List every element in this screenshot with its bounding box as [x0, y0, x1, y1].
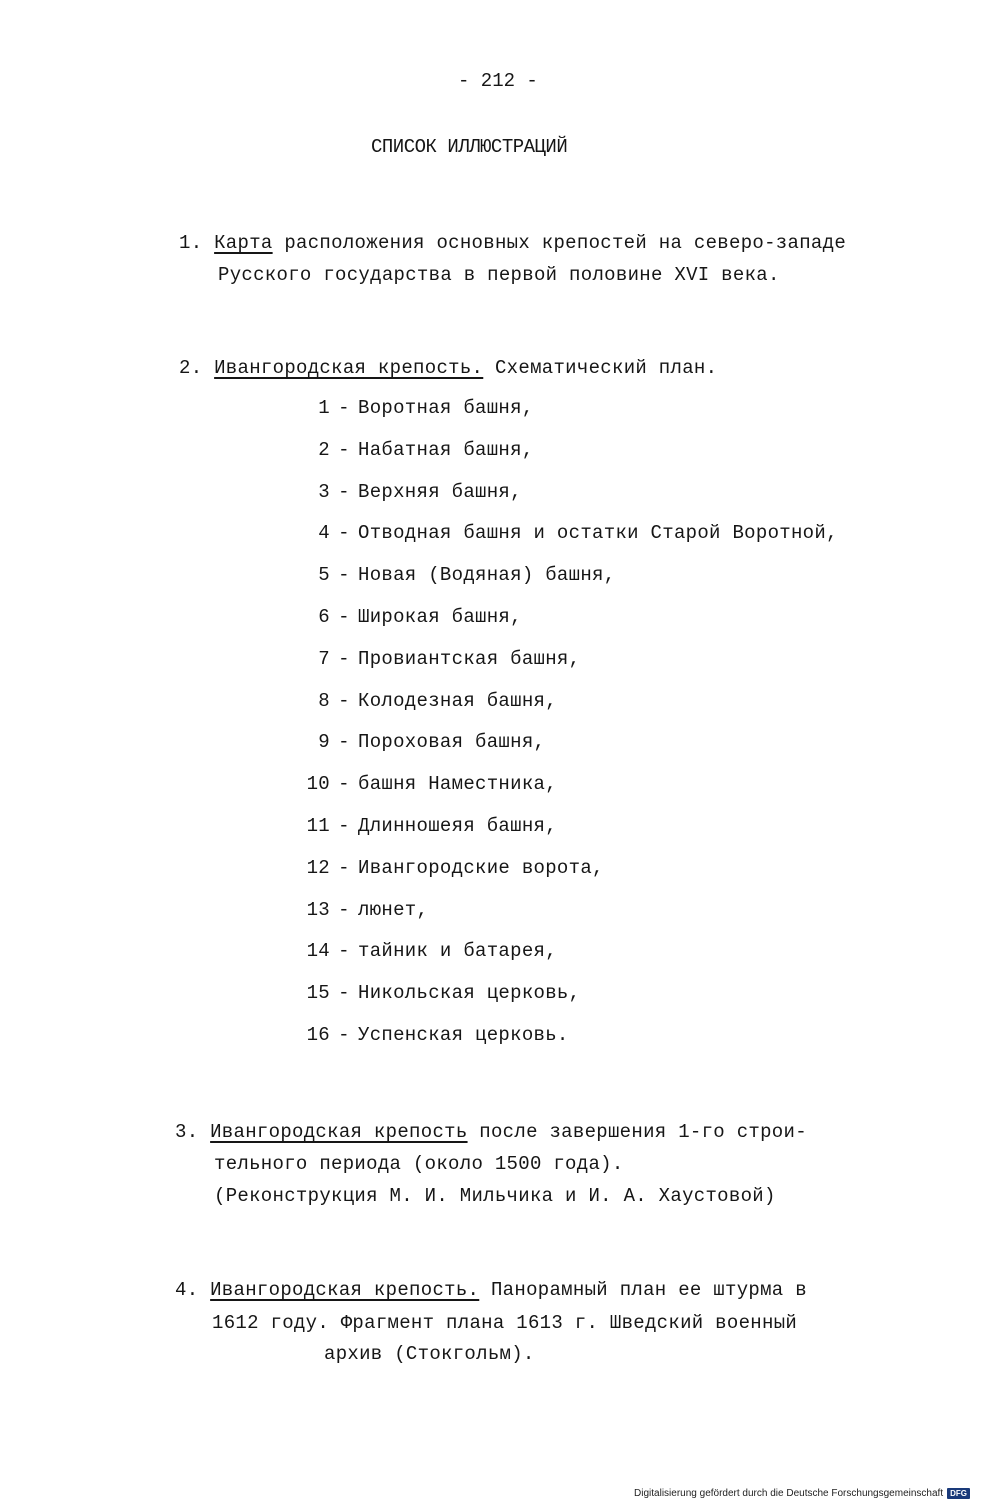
- legend-item-text: люнет,: [358, 898, 429, 921]
- legend-item: [290, 439, 534, 461]
- legend-item: [290, 899, 428, 921]
- legend-item: [290, 940, 557, 962]
- list-item-number: 4.: [175, 1279, 199, 1301]
- page-title: СПИСОК ИЛЛЮСТРАЦИЙ: [371, 136, 568, 158]
- legend-item: [290, 564, 615, 586]
- legend-item: [290, 606, 522, 628]
- legend-item-text: Новая (Водяная) башня,: [358, 564, 616, 587]
- legend-item-dash: -: [338, 480, 350, 503]
- list-item-number: 1.: [179, 232, 203, 254]
- legend-item: [290, 857, 604, 879]
- legend-item-number: 7: [318, 647, 330, 670]
- legend-item-text: Широкая башня,: [358, 606, 522, 628]
- list-item-title: Карта: [214, 232, 273, 254]
- list-item-2-line-1: [179, 357, 717, 379]
- legend-item: [290, 397, 534, 419]
- legend-item-text: Верхняя башня,: [358, 480, 522, 503]
- legend-item-dash: -: [338, 856, 350, 879]
- legend-item-number: 3: [318, 480, 330, 503]
- list-item-title: Ивангородская крепость.: [210, 1279, 480, 1301]
- legend-item: [290, 982, 580, 1004]
- digitization-credit: [634, 1488, 970, 1499]
- legend-item: [290, 731, 545, 753]
- legend-item-dash: -: [338, 773, 350, 796]
- legend-item-dash: -: [338, 564, 350, 587]
- legend-item-dash: -: [338, 731, 350, 754]
- legend-item-number: 9: [318, 731, 330, 754]
- legend-item: [290, 1024, 569, 1046]
- legend-item-dash: -: [338, 647, 350, 670]
- legend-item-number: 12: [306, 856, 330, 879]
- page-number: - 212 -: [458, 70, 538, 92]
- legend-item: [290, 773, 557, 795]
- legend-item: [290, 815, 557, 837]
- list-item-text: Панорамный план ее штурма в: [479, 1279, 807, 1301]
- legend-item: [290, 648, 580, 670]
- list-item-number: 2.: [179, 357, 203, 379]
- list-item-3-line-1: [175, 1121, 807, 1143]
- legend-item-dash: -: [338, 982, 350, 1005]
- legend-item: [290, 690, 557, 712]
- legend-item-text: Воротная башня,: [358, 397, 534, 419]
- list-item-text: Схематический план.: [483, 357, 718, 379]
- legend-item-dash: -: [338, 940, 350, 963]
- legend-item-number: 5: [318, 564, 330, 587]
- footer-text: Digitalisierung gefördert durch die Deutsche Forschungsgemeinschaft: [634, 1488, 944, 1499]
- legend-item-text: Колодезная башня,: [358, 689, 557, 712]
- legend-item-text: Отводная башня и остатки Старой Воротной,: [358, 522, 838, 545]
- legend-item-text: Ивангородские ворота,: [358, 856, 604, 879]
- legend-item-dash: -: [338, 689, 350, 712]
- legend-item-number: 10: [306, 773, 330, 796]
- legend-item: [290, 522, 838, 544]
- legend-item-number: 13: [306, 898, 330, 921]
- list-item-1-line-2: Русского государства в первой половине XVI века.: [218, 264, 780, 286]
- legend-item-number: 8: [318, 689, 330, 712]
- list-item-4-line-3: архив (Стокгольм).: [324, 1343, 535, 1365]
- list-item-4-line-1: [175, 1279, 807, 1301]
- dfg-logo: DFG: [947, 1488, 970, 1499]
- legend-item-text: Успенская церковь.: [358, 1024, 569, 1046]
- legend-item-number: 4: [318, 522, 330, 545]
- legend-item-dash: -: [338, 898, 350, 921]
- list-item-4-line-2: 1612 году. Фрагмент плана 1613 г. Шведский военный: [212, 1312, 798, 1334]
- list-item-3-line-3: (Реконструкция М. И. Мильчика и И. А. Хаустовой): [214, 1185, 776, 1207]
- legend-item-text: башня Наместника,: [358, 773, 557, 796]
- legend-item-text: Пороховая башня,: [358, 731, 546, 754]
- legend-item-dash: -: [338, 1024, 350, 1046]
- legend-item-number: 16: [306, 1024, 330, 1046]
- legend-item-text: Длинношеяя башня,: [358, 815, 557, 837]
- legend-item-dash: -: [338, 438, 350, 461]
- legend-item-dash: -: [338, 522, 350, 545]
- list-item-3-line-2: тельного периода (около 1500 года).: [214, 1153, 624, 1175]
- list-item-text: после завершения 1-го строи-: [467, 1121, 807, 1143]
- legend-item-dash: -: [338, 397, 350, 419]
- list-item-text: расположения основных крепостей на северо-западе: [272, 232, 847, 254]
- list-item-1-line-1: [179, 232, 846, 254]
- legend-item-text: тайник и батарея,: [358, 940, 557, 963]
- legend-item: [290, 481, 522, 503]
- legend-item-number: 15: [306, 982, 330, 1005]
- list-item-number: 3.: [175, 1121, 199, 1143]
- legend-item-text: Провиантская башня,: [358, 647, 581, 670]
- legend-item-number: 2: [318, 438, 330, 461]
- list-item-title: Ивангородская крепость.: [214, 357, 484, 379]
- legend-item-number: 11: [306, 815, 330, 837]
- legend-item-number: 14: [306, 940, 330, 963]
- list-item-title: Ивангородская крепость: [210, 1121, 468, 1143]
- legend-item-dash: -: [338, 606, 350, 628]
- legend-item-dash: -: [338, 815, 350, 837]
- legend-item-number: 6: [318, 606, 330, 628]
- legend-item-text: Набатная башня,: [358, 438, 534, 461]
- legend-item-number: 1: [318, 397, 330, 419]
- legend-item-text: Никольская церковь,: [358, 982, 581, 1005]
